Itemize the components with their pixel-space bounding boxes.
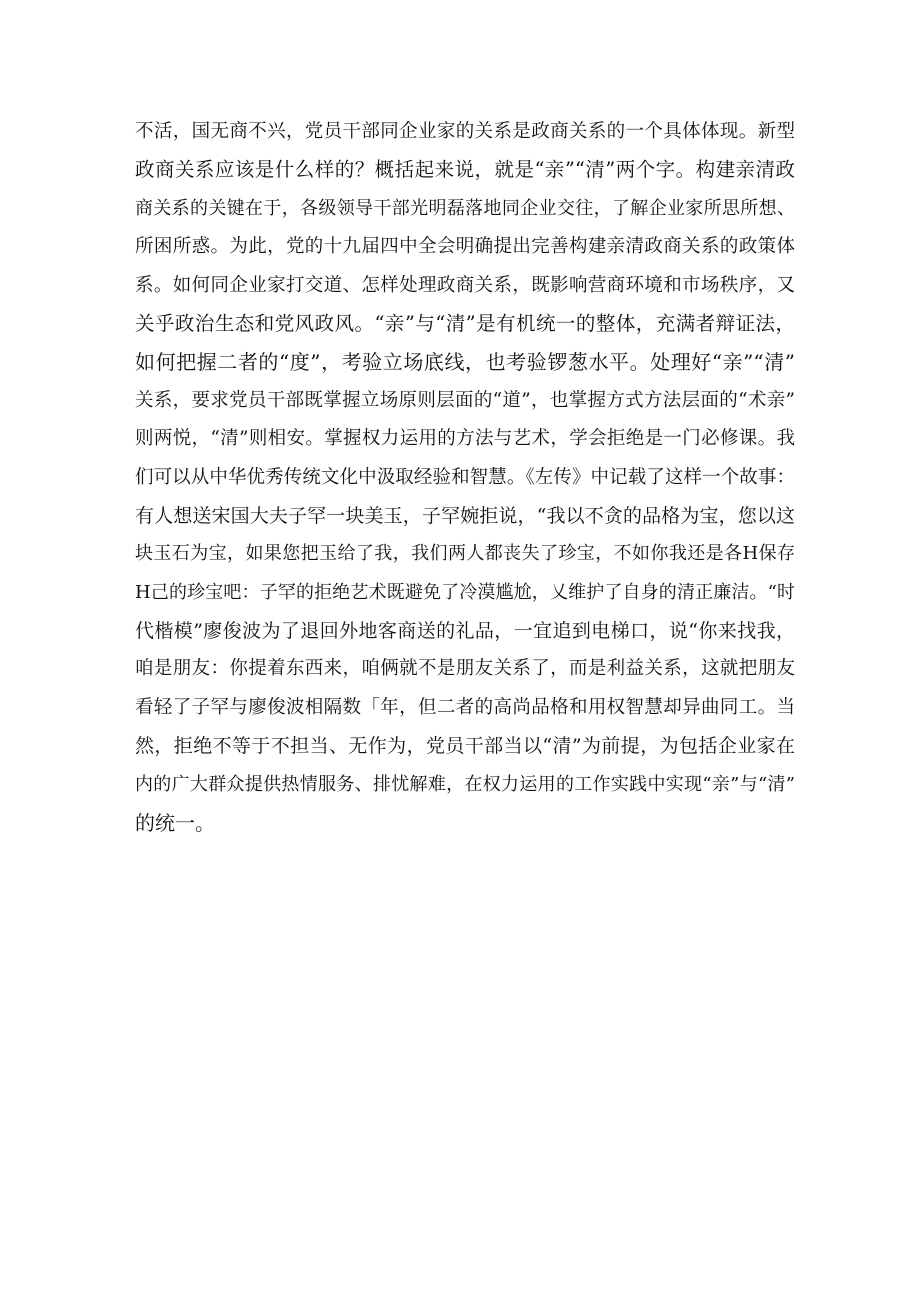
text-line: H己的珍宝吧：子罕的拒绝艺术既避免了冷漠尴尬，乂维护了自身的清正廉洁。“时 [135,581,795,603]
text-line: 看轻了子罕与廖俊波相隔数「年，但二者的高尚品格和用权智慧却异曲同工。当 [135,696,795,718]
text-line: 系。如何同企业家打交道、怎样处理政商关系，既影响营商环境和市场秩序，又 [135,274,795,296]
text-line: 代楷模”廖俊波为了退回外地客商送的礼品，一宜追到电梯口，说“你来找我， [135,620,795,643]
text-line: 内的广大群众提供热情服务、排忧解难，在权力运用的工作实践中实现“亲”与“清” [135,773,795,795]
text-line: 咱是朋友：你提着东西来，咱俩就不是朋友关系了，而是利益关系，这就把朋友 [135,658,795,680]
body-paragraph [135,113,795,842]
text-line: 商关系的关键在于，各级领导干部光明磊落地同企业交往，了解企业家所思所想、 [135,197,795,219]
text-line: 不活，国无商不兴，党员干部同企业家的关系是政商关系的一个具体体现。新型 [135,121,795,142]
text-line: 们可以从中华优秀传统文化中汲取经验和智慧。《左传》中记载了这样一个故事： [135,466,795,488]
text-line: 关系，要求党员干部既掌握立场原则层面的“道”，也掌握方式方法层面的“术亲” [135,389,795,411]
text-line: 则两悦，“清”则相安。掌握权力运用的方法与艺术，学会拒绝是一门必修课。我 [135,428,795,450]
text-line: 的统一。 [135,811,215,836]
text-line: 然，拒绝不等于不担当、无作为，党员干部当以“清”为前提，为包括企业家在 [135,735,795,758]
text-line: 块玉石为宝，如果您把玉给了我，我们两人都丧失了珍宝，不如你我还是各H保存 [135,543,795,565]
text-line: 如何把握二者的“度”，考验立场底线，也考验锣葱水平。处理好“亲”“清” [135,350,795,375]
text-line: 有人想送宋国大夫子罕一块美玉，子罕婉拒说，“我以不贪的品格为宝，您以这 [135,504,795,527]
text-line: 关乎政治生态和党风政风。“亲”与“清”是有机统一的整体，充满者辩证法， [135,311,795,335]
text-line: 政商关系应该是什么样的？概括起来说，就是“亲”“清”两个字。构建亲清政 [135,158,795,182]
text-line: 所困所惑。为此，党的十九届四中全会明确提出完善构建亲清政商关系的政策体 [135,236,795,258]
